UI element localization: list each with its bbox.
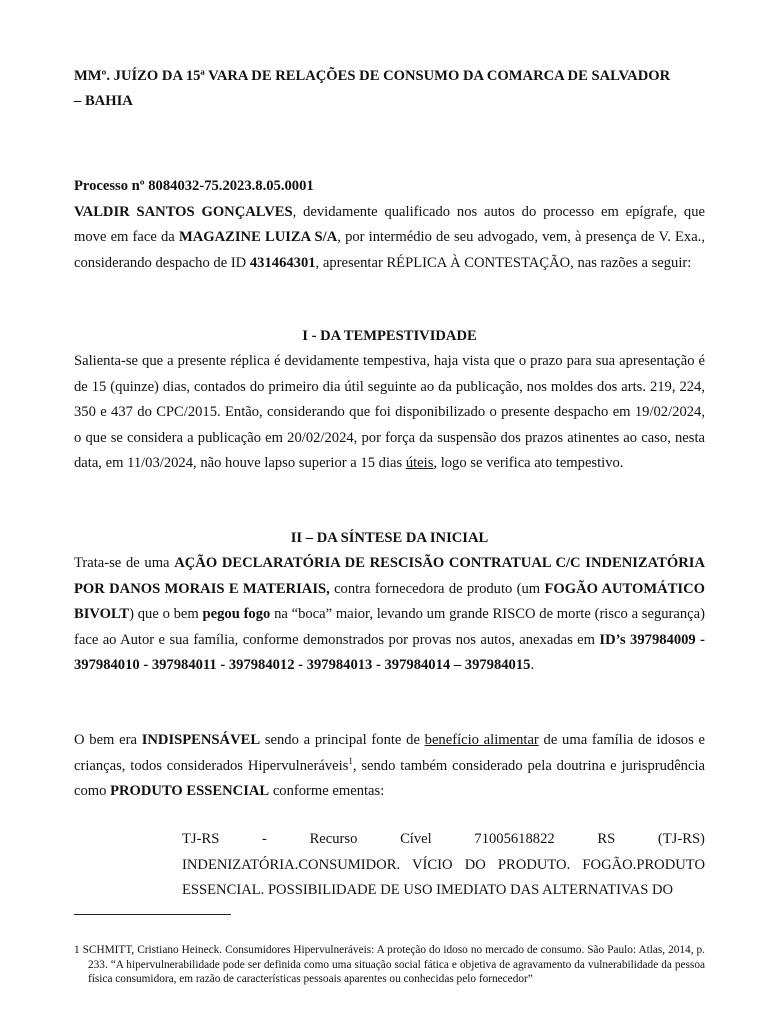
defendant-name: MAGAZINE LUIZA S/A (178, 229, 338, 245)
footnote-ref: 1 (348, 755, 353, 766)
essential-product-paragraph: O bem era INDISPENSÁVEL sendo a principal fonte de benefício alimentar de uma família de idosos e crianças, todos considerados Hipervulneráveis$^1$, sendo também considerado pela doutrina e jurisprudência como PRODUTO ESSENCIAL conforme ementas: (74, 732, 705, 799)
product-name: FOGÃO AUTOMÁTICO BIVOLT (74, 580, 705, 622)
court-header-line2: – BAHIA (74, 93, 133, 109)
beneficio-underlined: benefício alimentar (424, 732, 539, 748)
court-header-line1: MMº. JUÍZO DA 15ª VARA DE RELAÇÕES DE CONSUMO DA COMARCA DE SALVADOR (74, 68, 671, 84)
footnote-separator (74, 914, 231, 915)
action-name: AÇÃO DECLARATÓRIA DE RESCISÃO CONTRATUAL C/C INDENIZATÓRIA POR DANOS MORAIS E MATERIAIS, (74, 555, 706, 597)
tempestividade-paragraph: Salienta-se que a presente réplica é devidamente tempestiva, haja vista que o prazo para sua apresentação é de 15 (quinze) dias, contados do primeiro dia útil seguinte ao da publicação, nos moldes dos arts. 219, 224, 350 e 437 do CPC/2015. Então, considerando que foi disponibilizado o presente despacho em 19/02/2024, o que se considera a publicação em 20/02/2024, por força da suspensão dos prazos atinentes ao caso, nesta data, em 11/03/2024, não houve lapso superior a 15 dias úteis, logo se verifica ato tempestivo. (74, 353, 705, 471)
quote-citation-line: TJ-RS - Recurso Cível 71005618822 RS (TJ-RS) (182, 831, 705, 847)
uteis-underlined: úteis (405, 455, 434, 471)
evidence-ids: ID’s 397984009 - 397984010 - 397984011 - 397984012 - 397984013 - 397984014 – 397984015 (74, 631, 706, 673)
court-header (74, 64, 705, 114)
jurisprudence-quote (182, 827, 705, 904)
plaintiff-name: VALDIR SANTOS GONÇALVES (74, 203, 293, 220)
sintese-paragraph: Trata-se de uma AÇÃO DECLARATÓRIA DE RESCISÃO CONTRATUAL C/C INDENIZATÓRIA POR DANOS MORAIS E MATERIAIS, contra fornecedora de produto (um FOGÃO AUTOMÁTICO BIVOLT) que o bem pegou fogo na “boca” maior, levando um grande RISCO de morte (risco a segurança) face ao Autor e sua família, conforme demonstrados por provas nos autos, anexadas em ID’s 397984009 - 397984010 - 397984011 - 397984012 - 397984013 - 397984014 – 397984015. (74, 555, 706, 673)
process-number: Processo nº 8084032-75.2023.8.05.0001 (74, 178, 314, 194)
section-title-tempestividade: I - DA TEMPESTIVIDADE (302, 328, 477, 344)
intro-block: Processo nº 8084032-75.2023.8.05.0001 VALDIR SANTOS GONÇALVES, devidamente qualificado nos autos do processo em epígrafe, que move em face da MAGAZINE LUIZA S/A, por intermédio de seu advogado, vem, à presença de V. Exa., considerando despacho de ID 431464301, apresentar RÉPLICA À CONTESTAÇÃO, nas razões a seguir: (74, 178, 705, 271)
footnote: 1 SCHMITT, Cristiano Heineck. Consumidores Hipervulneráveis: A proteção do idoso no mercado de consumo. São Paulo: Atlas, 2014, p. 233. “A hipervulnerabilidade pode ser definida como uma situação social fática e objetiva de agravamento da vulnerabilidade da pessoa física consumidora, em razão de características pessoais aparentes ou conhecidas pelo fornecedor” (74, 944, 705, 985)
quote-body: INDENIZATÓRIA.CONSUMIDOR. VÍCIO DO PRODUTO. FOGÃO.PRODUTO ESSENCIAL. POSSIBILIDADE DE USO IMEDIATO DAS ALTERNATIVAS DO (182, 856, 705, 898)
dispatch-id: 431464301 (249, 254, 316, 271)
section-title-sintese: II – DA SÍNTESE DA INICIAL (290, 530, 489, 546)
